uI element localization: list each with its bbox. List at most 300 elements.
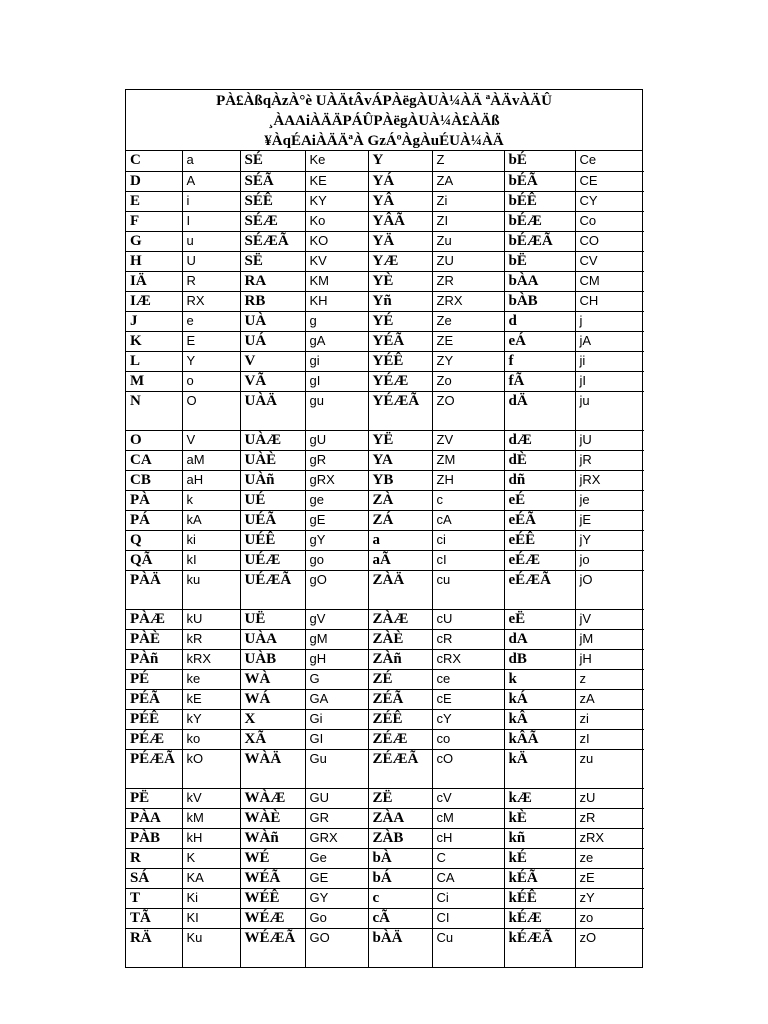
transliteration-cell: jRX <box>575 470 644 490</box>
transliteration-cell: ZRX <box>432 291 504 311</box>
transliteration-cell: zE <box>575 868 644 888</box>
kannada-glyph-cell: ZË <box>368 788 432 808</box>
kannada-glyph-cell: UÀB <box>240 649 305 669</box>
transliteration-cell: cR <box>432 629 504 649</box>
transliteration-cell: Ki <box>182 888 240 908</box>
kannada-glyph-cell: Y <box>368 151 432 171</box>
transliteration-cell: ZE <box>432 331 504 351</box>
table-row <box>126 151 644 171</box>
transliteration-cell: zu <box>575 749 644 788</box>
transliteration-cell: gM <box>305 629 368 649</box>
transliteration-cell: I <box>182 211 240 231</box>
kannada-glyph-cell: PÀB <box>126 828 182 848</box>
kannada-glyph-cell: WÉ <box>240 848 305 868</box>
transliteration-cell: O <box>182 391 240 430</box>
table-row <box>126 510 644 530</box>
transliteration-cell: cH <box>432 828 504 848</box>
kannada-glyph-cell: PÁ <box>126 510 182 530</box>
transliteration-cell: Gi <box>305 709 368 729</box>
table-row <box>126 888 644 908</box>
kannada-glyph-cell: UÀA <box>240 629 305 649</box>
kannada-glyph-cell: PÀÆ <box>126 609 182 629</box>
kannada-glyph-cell: PÀÈ <box>126 629 182 649</box>
transliteration-cell: E <box>182 331 240 351</box>
table-row <box>126 251 644 271</box>
kannada-glyph-cell: YÂ <box>368 191 432 211</box>
document-sheet <box>125 89 643 968</box>
transliteration-cell: kRX <box>182 649 240 669</box>
kannada-glyph-cell: eÉÆÃ <box>504 570 575 609</box>
kannada-glyph-cell: PÉÊ <box>126 709 182 729</box>
kannada-glyph-cell: kñ <box>504 828 575 848</box>
kannada-glyph-cell: N <box>126 391 182 430</box>
kannada-glyph-cell: J <box>126 311 182 331</box>
transliteration-cell: ZA <box>432 171 504 191</box>
transliteration-cell: GU <box>305 788 368 808</box>
transliteration-cell: V <box>182 430 240 450</box>
kannada-glyph-cell: YA <box>368 450 432 470</box>
transliteration-cell: cY <box>432 709 504 729</box>
kannada-glyph-cell: YÈ <box>368 271 432 291</box>
transliteration-cell: GY <box>305 888 368 908</box>
transliteration-cell: KH <box>305 291 368 311</box>
kannada-glyph-cell: UÉ <box>240 490 305 510</box>
transliteration-cell: gE <box>305 510 368 530</box>
transliteration-cell: kU <box>182 609 240 629</box>
transliteration-cell: o <box>182 371 240 391</box>
kannada-glyph-cell: CA <box>126 450 182 470</box>
transliteration-cell: gU <box>305 430 368 450</box>
kannada-glyph-cell: dA <box>504 629 575 649</box>
transliteration-cell: jA <box>575 331 644 351</box>
kannada-glyph-cell: bÉ <box>504 151 575 171</box>
kannada-glyph-cell: eÉÃ <box>504 510 575 530</box>
table-title <box>126 90 642 151</box>
kannada-glyph-cell: ZÉ <box>368 669 432 689</box>
kannada-glyph-cell: X <box>240 709 305 729</box>
kannada-glyph-cell: D <box>126 171 182 191</box>
transliteration-cell: cV <box>432 788 504 808</box>
kannada-glyph-cell: PÀÄ <box>126 570 182 609</box>
transliteration-cell: ci <box>432 530 504 550</box>
kannada-glyph-cell: RÄ <box>126 928 182 967</box>
transliteration-cell: zi <box>575 709 644 729</box>
transliteration-cell: CY <box>575 191 644 211</box>
kannada-glyph-cell: UÉÆ <box>240 550 305 570</box>
kannada-glyph-cell: WÀ <box>240 669 305 689</box>
kannada-glyph-cell: SÉÊ <box>240 191 305 211</box>
transliteration-cell: Ke <box>305 151 368 171</box>
kannada-glyph-cell: kÉ <box>504 848 575 868</box>
kannada-glyph-cell: PÀñ <box>126 649 182 669</box>
table-row <box>126 351 644 371</box>
kannada-glyph-cell: WÁ <box>240 689 305 709</box>
kannada-glyph-cell: XÃ <box>240 729 305 749</box>
transliteration-cell: CA <box>432 868 504 888</box>
kannada-glyph-cell: eË <box>504 609 575 629</box>
transliteration-cell: gV <box>305 609 368 629</box>
table-row <box>126 450 644 470</box>
table-row <box>126 669 644 689</box>
transliteration-cell: g <box>305 311 368 331</box>
transliteration-cell: Ze <box>432 311 504 331</box>
character-table <box>126 151 644 967</box>
transliteration-cell: Go <box>305 908 368 928</box>
transliteration-cell: ce <box>432 669 504 689</box>
kannada-glyph-cell: E <box>126 191 182 211</box>
kannada-glyph-cell: YÆ <box>368 251 432 271</box>
kannada-glyph-cell: YÉ <box>368 311 432 331</box>
transliteration-cell: GE <box>305 868 368 888</box>
transliteration-cell: zY <box>575 888 644 908</box>
kannada-glyph-cell: RA <box>240 271 305 291</box>
transliteration-cell: KE <box>305 171 368 191</box>
transliteration-cell: zR <box>575 808 644 828</box>
kannada-glyph-cell: UÀñ <box>240 470 305 490</box>
kannada-glyph-cell: eÉÆ <box>504 550 575 570</box>
kannada-glyph-cell: R <box>126 848 182 868</box>
transliteration-cell: cE <box>432 689 504 709</box>
kannada-glyph-cell: dÈ <box>504 450 575 470</box>
kannada-glyph-cell: ZÀÄ <box>368 570 432 609</box>
kannada-glyph-cell: bÀB <box>504 291 575 311</box>
transliteration-cell: u <box>182 231 240 251</box>
kannada-glyph-cell: eÉ <box>504 490 575 510</box>
transliteration-cell: Y <box>182 351 240 371</box>
transliteration-cell: ku <box>182 570 240 609</box>
transliteration-cell: ki <box>182 530 240 550</box>
kannada-glyph-cell: bÁ <box>368 868 432 888</box>
transliteration-cell: zRX <box>575 828 644 848</box>
table-row <box>126 808 644 828</box>
kannada-glyph-cell: a <box>368 530 432 550</box>
transliteration-cell: CV <box>575 251 644 271</box>
kannada-glyph-cell: ZÀA <box>368 808 432 828</box>
kannada-glyph-cell: kÉÃ <box>504 868 575 888</box>
kannada-glyph-cell: WÀñ <box>240 828 305 848</box>
transliteration-cell: KV <box>305 251 368 271</box>
transliteration-cell: cI <box>432 550 504 570</box>
transliteration-cell: Zu <box>432 231 504 251</box>
transliteration-cell: Ce <box>575 151 644 171</box>
kannada-glyph-cell: PÉÆ <box>126 729 182 749</box>
transliteration-cell: jE <box>575 510 644 530</box>
kannada-glyph-cell: UÀÆ <box>240 430 305 450</box>
kannada-glyph-cell: G <box>126 231 182 251</box>
transliteration-cell: GO <box>305 928 368 967</box>
transliteration-cell: aM <box>182 450 240 470</box>
kannada-glyph-cell: bÀÄ <box>368 928 432 967</box>
kannada-glyph-cell: PÀA <box>126 808 182 828</box>
transliteration-cell: gRX <box>305 470 368 490</box>
kannada-glyph-cell: bÉÆ <box>504 211 575 231</box>
kannada-glyph-cell: kÉÊ <box>504 888 575 908</box>
kannada-glyph-cell: kÁ <box>504 689 575 709</box>
transliteration-cell: GA <box>305 689 368 709</box>
transliteration-cell: Gu <box>305 749 368 788</box>
transliteration-cell: jM <box>575 629 644 649</box>
kannada-glyph-cell: Q <box>126 530 182 550</box>
table-row <box>126 868 644 888</box>
kannada-glyph-cell: UÉÆÃ <box>240 570 305 609</box>
kannada-glyph-cell: YÉÆ <box>368 371 432 391</box>
kannada-glyph-cell: YÉÊ <box>368 351 432 371</box>
kannada-glyph-cell: YB <box>368 470 432 490</box>
kannada-glyph-cell: eÉÊ <box>504 530 575 550</box>
table-row <box>126 371 644 391</box>
transliteration-cell: GI <box>305 729 368 749</box>
transliteration-cell: jY <box>575 530 644 550</box>
kannada-glyph-cell: O <box>126 430 182 450</box>
kannada-glyph-cell: UË <box>240 609 305 629</box>
transliteration-cell: zI <box>575 729 644 749</box>
transliteration-cell: k <box>182 490 240 510</box>
kannada-glyph-cell: eÁ <box>504 331 575 351</box>
table-row <box>126 231 644 251</box>
transliteration-cell: KI <box>182 908 240 928</box>
kannada-glyph-cell: WÀÈ <box>240 808 305 828</box>
transliteration-cell: z <box>575 669 644 689</box>
kannada-glyph-cell: cÃ <box>368 908 432 928</box>
kannada-glyph-cell: kÄ <box>504 749 575 788</box>
transliteration-cell: ZV <box>432 430 504 450</box>
transliteration-cell: kR <box>182 629 240 649</box>
kannada-glyph-cell: kÆ <box>504 788 575 808</box>
kannada-glyph-cell: ZÀÈ <box>368 629 432 649</box>
transliteration-cell: je <box>575 490 644 510</box>
transliteration-cell: i <box>182 191 240 211</box>
kannada-glyph-cell: YË <box>368 430 432 450</box>
table-row <box>126 470 644 490</box>
kannada-glyph-cell: bÉÃ <box>504 171 575 191</box>
transliteration-cell: jR <box>575 450 644 470</box>
kannada-glyph-cell: TÃ <box>126 908 182 928</box>
kannada-glyph-cell: c <box>368 888 432 908</box>
kannada-glyph-cell: ZÉÃ <box>368 689 432 709</box>
transliteration-cell: kO <box>182 749 240 788</box>
kannada-glyph-cell: PË <box>126 788 182 808</box>
kannada-glyph-cell: Yñ <box>368 291 432 311</box>
kannada-glyph-cell: SÉÆ <box>240 211 305 231</box>
kannada-glyph-cell: dÆ <box>504 430 575 450</box>
transliteration-cell: CE <box>575 171 644 191</box>
kannada-glyph-cell: kÉÆ <box>504 908 575 928</box>
table-row <box>126 689 644 709</box>
transliteration-cell: aH <box>182 470 240 490</box>
table-row <box>126 609 644 629</box>
kannada-glyph-cell: RB <box>240 291 305 311</box>
kannada-glyph-cell: VÃ <box>240 371 305 391</box>
table-row <box>126 848 644 868</box>
kannada-glyph-cell: bÀ <box>368 848 432 868</box>
kannada-glyph-cell: UÁ <box>240 331 305 351</box>
kannada-glyph-cell: ZÀ <box>368 490 432 510</box>
table-row <box>126 788 644 808</box>
transliteration-cell: zU <box>575 788 644 808</box>
transliteration-cell: Co <box>575 211 644 231</box>
transliteration-cell: GR <box>305 808 368 828</box>
table-row <box>126 709 644 729</box>
kannada-glyph-cell: dÄ <box>504 391 575 430</box>
transliteration-cell: Ku <box>182 928 240 967</box>
table-row <box>126 908 644 928</box>
kannada-glyph-cell: aÃ <box>368 550 432 570</box>
kannada-glyph-cell: UÀ <box>240 311 305 331</box>
kannada-glyph-cell: YÄ <box>368 231 432 251</box>
transliteration-cell: G <box>305 669 368 689</box>
transliteration-cell: kY <box>182 709 240 729</box>
kannada-glyph-cell: K <box>126 331 182 351</box>
kannada-glyph-cell: PÀ <box>126 490 182 510</box>
table-row <box>126 331 644 351</box>
transliteration-cell: ZH <box>432 470 504 490</box>
kannada-glyph-cell: H <box>126 251 182 271</box>
transliteration-cell: KM <box>305 271 368 291</box>
kannada-glyph-cell: SÉÃ <box>240 171 305 191</box>
kannada-glyph-cell: CB <box>126 470 182 490</box>
transliteration-cell: kH <box>182 828 240 848</box>
kannada-glyph-cell: UÀÄ <box>240 391 305 430</box>
kannada-glyph-cell: WÀÄ <box>240 749 305 788</box>
transliteration-cell: gO <box>305 570 368 609</box>
title-line: ¥ÀqÉAiÀÄÄªÀ GzÁºÀgÀuÉUÀ¼ÀÄ <box>264 133 504 149</box>
transliteration-cell: a <box>182 151 240 171</box>
kannada-glyph-cell: L <box>126 351 182 371</box>
kannada-glyph-cell: k <box>504 669 575 689</box>
kannada-glyph-cell: kÂ <box>504 709 575 729</box>
transliteration-cell: Ge <box>305 848 368 868</box>
table-row <box>126 530 644 550</box>
transliteration-cell: ZO <box>432 391 504 430</box>
transliteration-cell: jV <box>575 609 644 629</box>
kannada-glyph-cell: C <box>126 151 182 171</box>
transliteration-cell: j <box>575 311 644 331</box>
transliteration-cell: KA <box>182 868 240 888</box>
kannada-glyph-cell: IÄ <box>126 271 182 291</box>
kannada-glyph-cell: dñ <box>504 470 575 490</box>
kannada-glyph-cell: ZÀB <box>368 828 432 848</box>
kannada-glyph-cell: bÀA <box>504 271 575 291</box>
transliteration-cell: C <box>432 848 504 868</box>
transliteration-cell: Z <box>432 151 504 171</box>
transliteration-cell: ZY <box>432 351 504 371</box>
kannada-glyph-cell: UÉÊ <box>240 530 305 550</box>
kannada-glyph-cell: WÀÆ <box>240 788 305 808</box>
transliteration-cell: gH <box>305 649 368 669</box>
transliteration-cell: ge <box>305 490 368 510</box>
kannada-glyph-cell: SÉ <box>240 151 305 171</box>
transliteration-cell: go <box>305 550 368 570</box>
kannada-glyph-cell: f <box>504 351 575 371</box>
title-line: ¸ÀAAiÀÄÄPÁÛPÀëgÀUÀ¼À£ÀÄß <box>268 113 500 129</box>
kannada-glyph-cell: ZÀÆ <box>368 609 432 629</box>
transliteration-cell: CI <box>432 908 504 928</box>
transliteration-cell: CM <box>575 271 644 291</box>
transliteration-cell: zo <box>575 908 644 928</box>
transliteration-cell: Ci <box>432 888 504 908</box>
table-row <box>126 649 644 669</box>
transliteration-cell: ze <box>575 848 644 868</box>
transliteration-cell: GRX <box>305 828 368 848</box>
transliteration-cell: ZR <box>432 271 504 291</box>
table-row <box>126 550 644 570</box>
transliteration-cell: Cu <box>432 928 504 967</box>
transliteration-cell: jU <box>575 430 644 450</box>
kannada-glyph-cell: IÆ <box>126 291 182 311</box>
kannada-glyph-cell: ZÁ <box>368 510 432 530</box>
kannada-glyph-cell: UÉÃ <box>240 510 305 530</box>
kannada-glyph-cell: dB <box>504 649 575 669</box>
transliteration-cell: gI <box>305 371 368 391</box>
kannada-glyph-cell: WÉÃ <box>240 868 305 888</box>
kannada-glyph-cell: kÈ <box>504 808 575 828</box>
kannada-glyph-cell: d <box>504 311 575 331</box>
table-row <box>126 191 644 211</box>
kannada-glyph-cell: UÀÈ <box>240 450 305 470</box>
kannada-glyph-cell: WÉÊ <box>240 888 305 908</box>
table-row <box>126 828 644 848</box>
kannada-glyph-cell: V <box>240 351 305 371</box>
table-row <box>126 171 644 191</box>
transliteration-cell: cM <box>432 808 504 828</box>
kannada-glyph-cell: PÉÃ <box>126 689 182 709</box>
transliteration-cell: c <box>432 490 504 510</box>
kannada-glyph-cell: ZÉÊ <box>368 709 432 729</box>
transliteration-cell: zO <box>575 928 644 967</box>
transliteration-cell: gi <box>305 351 368 371</box>
kannada-glyph-cell: PÉ <box>126 669 182 689</box>
transliteration-cell: kV <box>182 788 240 808</box>
table-row <box>126 749 644 788</box>
kannada-glyph-cell: ZÉÆ <box>368 729 432 749</box>
transliteration-cell: U <box>182 251 240 271</box>
kannada-glyph-cell: YÉÃ <box>368 331 432 351</box>
transliteration-cell: cO <box>432 749 504 788</box>
transliteration-cell: cU <box>432 609 504 629</box>
kannada-glyph-cell: YÁ <box>368 171 432 191</box>
kannada-glyph-cell: bÉÊ <box>504 191 575 211</box>
transliteration-cell: zA <box>575 689 644 709</box>
transliteration-cell: KO <box>305 231 368 251</box>
transliteration-cell: RX <box>182 291 240 311</box>
transliteration-cell: kE <box>182 689 240 709</box>
table-row <box>126 570 644 609</box>
kannada-glyph-cell: PÉÆÃ <box>126 749 182 788</box>
transliteration-cell: R <box>182 271 240 291</box>
kannada-glyph-cell: T <box>126 888 182 908</box>
transliteration-cell: gA <box>305 331 368 351</box>
transliteration-cell: CO <box>575 231 644 251</box>
kannada-glyph-cell: QÃ <box>126 550 182 570</box>
kannada-glyph-cell: YÂÃ <box>368 211 432 231</box>
transliteration-cell: kM <box>182 808 240 828</box>
table-row <box>126 211 644 231</box>
table-row <box>126 629 644 649</box>
transliteration-cell: jO <box>575 570 644 609</box>
kannada-glyph-cell: F <box>126 211 182 231</box>
table-row <box>126 729 644 749</box>
kannada-glyph-cell: SÉÆÃ <box>240 231 305 251</box>
kannada-glyph-cell: SË <box>240 251 305 271</box>
table-row <box>126 311 644 331</box>
transliteration-cell: Zo <box>432 371 504 391</box>
kannada-glyph-cell: kÉÆÃ <box>504 928 575 967</box>
kannada-glyph-cell: ZÀñ <box>368 649 432 669</box>
table-row <box>126 928 644 967</box>
transliteration-cell: jo <box>575 550 644 570</box>
table-row <box>126 291 644 311</box>
kannada-glyph-cell: M <box>126 371 182 391</box>
